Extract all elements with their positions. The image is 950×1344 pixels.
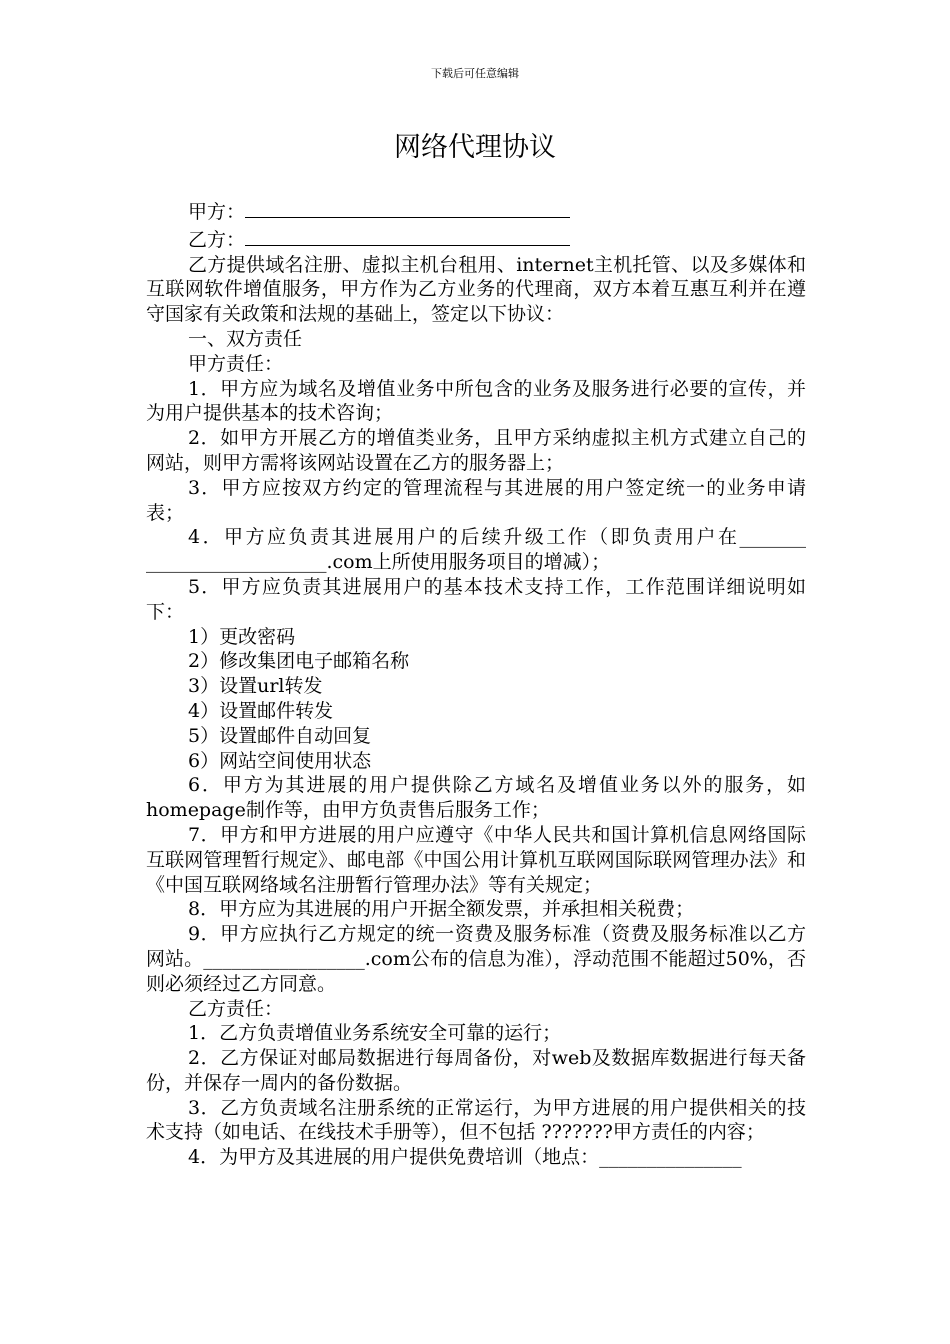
paragraph: 5．甲方应负责其进展用户的基本技术支持工作，工作范围详细说明如下： — [146, 575, 806, 623]
party-b-blank — [245, 225, 570, 246]
paragraph: 8．甲方应为其进展的用户开据全额发票，并承担相关税费； — [188, 898, 695, 921]
party-a-line — [146, 197, 806, 225]
paragraph: 4．甲方应负责其进展用户的后续升级工作（即负责用户在_______ ___________________.com上所使用服务项目的增减）； — [146, 526, 813, 574]
paragraph: 1．乙方负责增值业务系统安全可靠的运行； — [188, 1022, 562, 1045]
list-item: 2）修改集团电子邮箱名称 — [188, 650, 410, 673]
subsection-heading: 甲方责任： — [188, 352, 284, 375]
paragraph: 2．如甲方开展乙方的增值类业务，且甲方采纳虚拟主机方式建立自己的网站，则甲方需将该网站设置在乙方的服务器上； — [146, 427, 806, 474]
section-heading: 一、双方责任 — [188, 327, 303, 350]
paragraph: 3．甲方应按双方约定的管理流程与其进展的用户签定统一的业务申请表； — [146, 476, 806, 524]
paragraph: 9．甲方应执行乙方规定的统一资费及服务标准（资费及服务标准以乙方网站。_________________.com公布的信息为准），浮动范围不能超过50%，否则必须经过乙方同意。 — [146, 923, 806, 995]
subsection-heading: 乙方责任： — [188, 997, 284, 1020]
paragraph: 6．甲方为其进展的用户提供除乙方域名及增值业务以外的服务，如homepage制作等，由甲方负责售后服务工作； — [146, 774, 806, 822]
paragraph: 3．乙方负责域名注册系统的正常运行，为甲方进展的用户提供相关的技术支持（如电话、在线技术手册等），但不包括 ???????甲方责任的内容； — [146, 1096, 806, 1144]
paragraph: 2．乙方保证对邮局数据进行每周备份，对web及数据库数据进行每天备份，并保存一周内的备份数据。 — [146, 1047, 806, 1094]
list-item: 5）设置邮件自动回复 — [188, 724, 372, 747]
page-header-note: 下载后可任意编辑 — [431, 67, 519, 80]
list-item: 1）更改密码 — [188, 625, 296, 648]
list-item: 6）网站空间使用状态 — [188, 749, 372, 772]
party-b-label: 乙方： — [188, 228, 246, 251]
party-a-blank — [245, 197, 570, 218]
list-item: 4）设置邮件转发 — [188, 699, 334, 722]
party-a-label: 甲方： — [188, 201, 246, 223]
document-title: 网络代理协议 — [394, 132, 556, 163]
document-body — [146, 197, 813, 1170]
party-b-line — [146, 225, 806, 253]
paragraph: 1．甲方应为域名及增值业务中所包含的业务及服务进行必要的宣传，并为用户提供基本的技术咨询； — [146, 377, 806, 425]
paragraph: 乙方提供域名注册、虚拟主机台租用、internet主机托管、以及多媒体和互联网软件增值服务，甲方作为乙方业务的代理商，双方本着互惠互利并在遵守国家有关政策和法规的基础上，签定以下协议： — [146, 253, 806, 326]
paragraph: 4．为甲方及其进展的用户提供免费培训（地点：_______________ — [188, 1146, 742, 1169]
paragraph: 7．甲方和甲方进展的用户应遵守《中华人民共和国计算机信息网络国际互联网管理暂行规定》、邮电部《中国公用计算机互联网国际联网管理办法》和《中国互联网络域名注册暂行管理办法》等有关规定； — [146, 823, 806, 896]
list-item: 3）设置url转发 — [188, 675, 323, 698]
